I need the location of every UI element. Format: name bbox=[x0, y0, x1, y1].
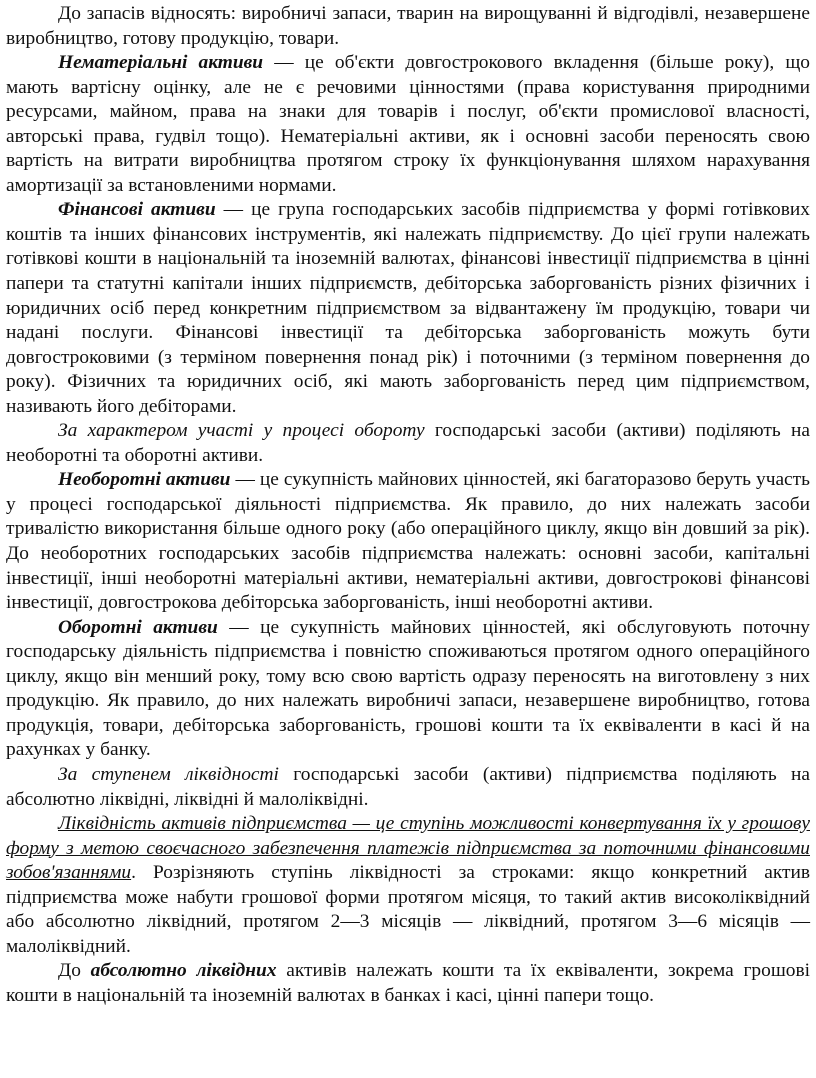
term-absolutely-liquid: абсолютно ліквідних bbox=[90, 960, 277, 982]
paragraph-text: — це об'єкти довгострокового вкладення (більше року), що мають вартісну оцінку, але не є речовими цінностями (права користування природними ресурсами, майном, права на знаки для товарів і послуг, об'єкти промислової власності, авторські права, гудвіл тощо). Нематеріальні активи, як і основні засоби переносять свою вартість на витрати виробництва протягом строку їх функціонування шляхом нарахування амортизації за встановленими нормами. bbox=[6, 52, 810, 196]
term-liquidity-definition: Ліквідність активів підприємства — це ступінь можливості конвертування їх у грошову форму з метою своєчасного забезпечення платежів підприємства за поточними фінансовими зобов'язаннями bbox=[6, 813, 810, 884]
term-financial-assets: Фінансові активи bbox=[58, 199, 216, 221]
term-current-assets: Оборотні активи bbox=[58, 616, 218, 638]
paragraph-text: До запасів відносять: виробничі запаси, тварин на вирощуванні й відгодівлі, незавершене виробництво, готову продукцію, товари. bbox=[6, 3, 810, 49]
paragraph-text: господарські засоби (активи) поділяють на необоротні та оборотні активи. bbox=[6, 420, 810, 466]
paragraph-current-assets bbox=[6, 616, 810, 763]
paragraph-text: — це група господарських засобів підприємства у формі готівкових коштів та інших фінансових інструментів, які належать підприємству. До цієї групи належать готівкові кошти в національній та іноземній валютах, фінансові інвестиції підприємства в цінні папери та статутні капітали інших підприємств, дебіторська заборгованість різних фізичних і юридичних осіб перед конкретним підприємством за відвантажену їм продукцію, товари чи надані послуги. Фінансові інвестиції та дебіторська заборгованість можуть бути довгостроковими (з терміном повернення понад рік) і поточними (з терміном повернення до року). Фізичних та юридичних осіб, які мають заборгованість перед цим підприємством, називають його дебіторами. bbox=[6, 199, 810, 417]
term-liquidity-classification: За ступенем ліквідності bbox=[58, 763, 279, 785]
paragraph-non-current-assets bbox=[6, 468, 810, 615]
term-non-current-assets: Необоротні активи bbox=[58, 469, 231, 491]
paragraph-text: — це сукупність майнових цінностей, які обслуговують поточну господарську діяльність підприємства і повністю споживаються протягом одного операційного циклу, якщо він менший року, тому всю свою вартість одразу переносять на виготовлену з них продукцію. Як правило, до них належать виробничі запаси, незавершене виробництво, готова продукція, товари, дебіторська заборгованість, грошові кошти та їх еквіваленти в касі й на рахунках у банку. bbox=[6, 616, 810, 761]
term-intangible-assets: Нематеріальні активи bbox=[58, 52, 264, 74]
paragraph-text: — це сукупність майнових цінностей, які багаторазово беруть участь у процесі господарської діяльності підприємства. Як правило, до них належать засоби тривалістю використання більше одного року (або операційного циклу, якщо він довший за рік). До необоротних господарських засобів підприємства належать: основні засоби, капітальні інвестиції, інші необоротні матеріальні активи, нематеріальні активи, довгострокові фінансові інвестиції, довгострокова дебіторська заборгованість, інші необоротні активи. bbox=[6, 469, 810, 614]
paragraph-intangible-assets bbox=[6, 51, 810, 198]
paragraph-circulation-classification bbox=[6, 419, 810, 468]
paragraph-text: активів належать кошти та їх еквіваленти, зокрема грошові кошти в національній та іноземній валютах в банках і касі, цінні папери тощо. bbox=[6, 960, 810, 1006]
paragraph-absolutely-liquid bbox=[6, 959, 810, 1008]
paragraph-liquidity-definition bbox=[6, 812, 810, 959]
paragraph-inventories bbox=[6, 2, 810, 51]
paragraph-text: господарські засоби (активи) підприємства поділяють на абсолютно ліквідні, ліквідні й малоліквідні. bbox=[6, 763, 811, 810]
paragraph-prefix: До bbox=[58, 960, 91, 982]
term-circulation-classification: За характером участі у процесі обороту bbox=[58, 420, 425, 442]
paragraph-liquidity-classification bbox=[6, 763, 810, 812]
paragraph-financial-assets bbox=[6, 198, 810, 419]
paragraph-text: . Розрізняють ступінь ліквідності за строками: якщо конкретний актив підприємства може набути грошової форми протягом місяця, то такий актив високоліквідний або абсолютно ліквідний, протягом 2—3 місяців — ліквідний, протягом 3—6 місяців — малоліквідний. bbox=[6, 862, 810, 957]
